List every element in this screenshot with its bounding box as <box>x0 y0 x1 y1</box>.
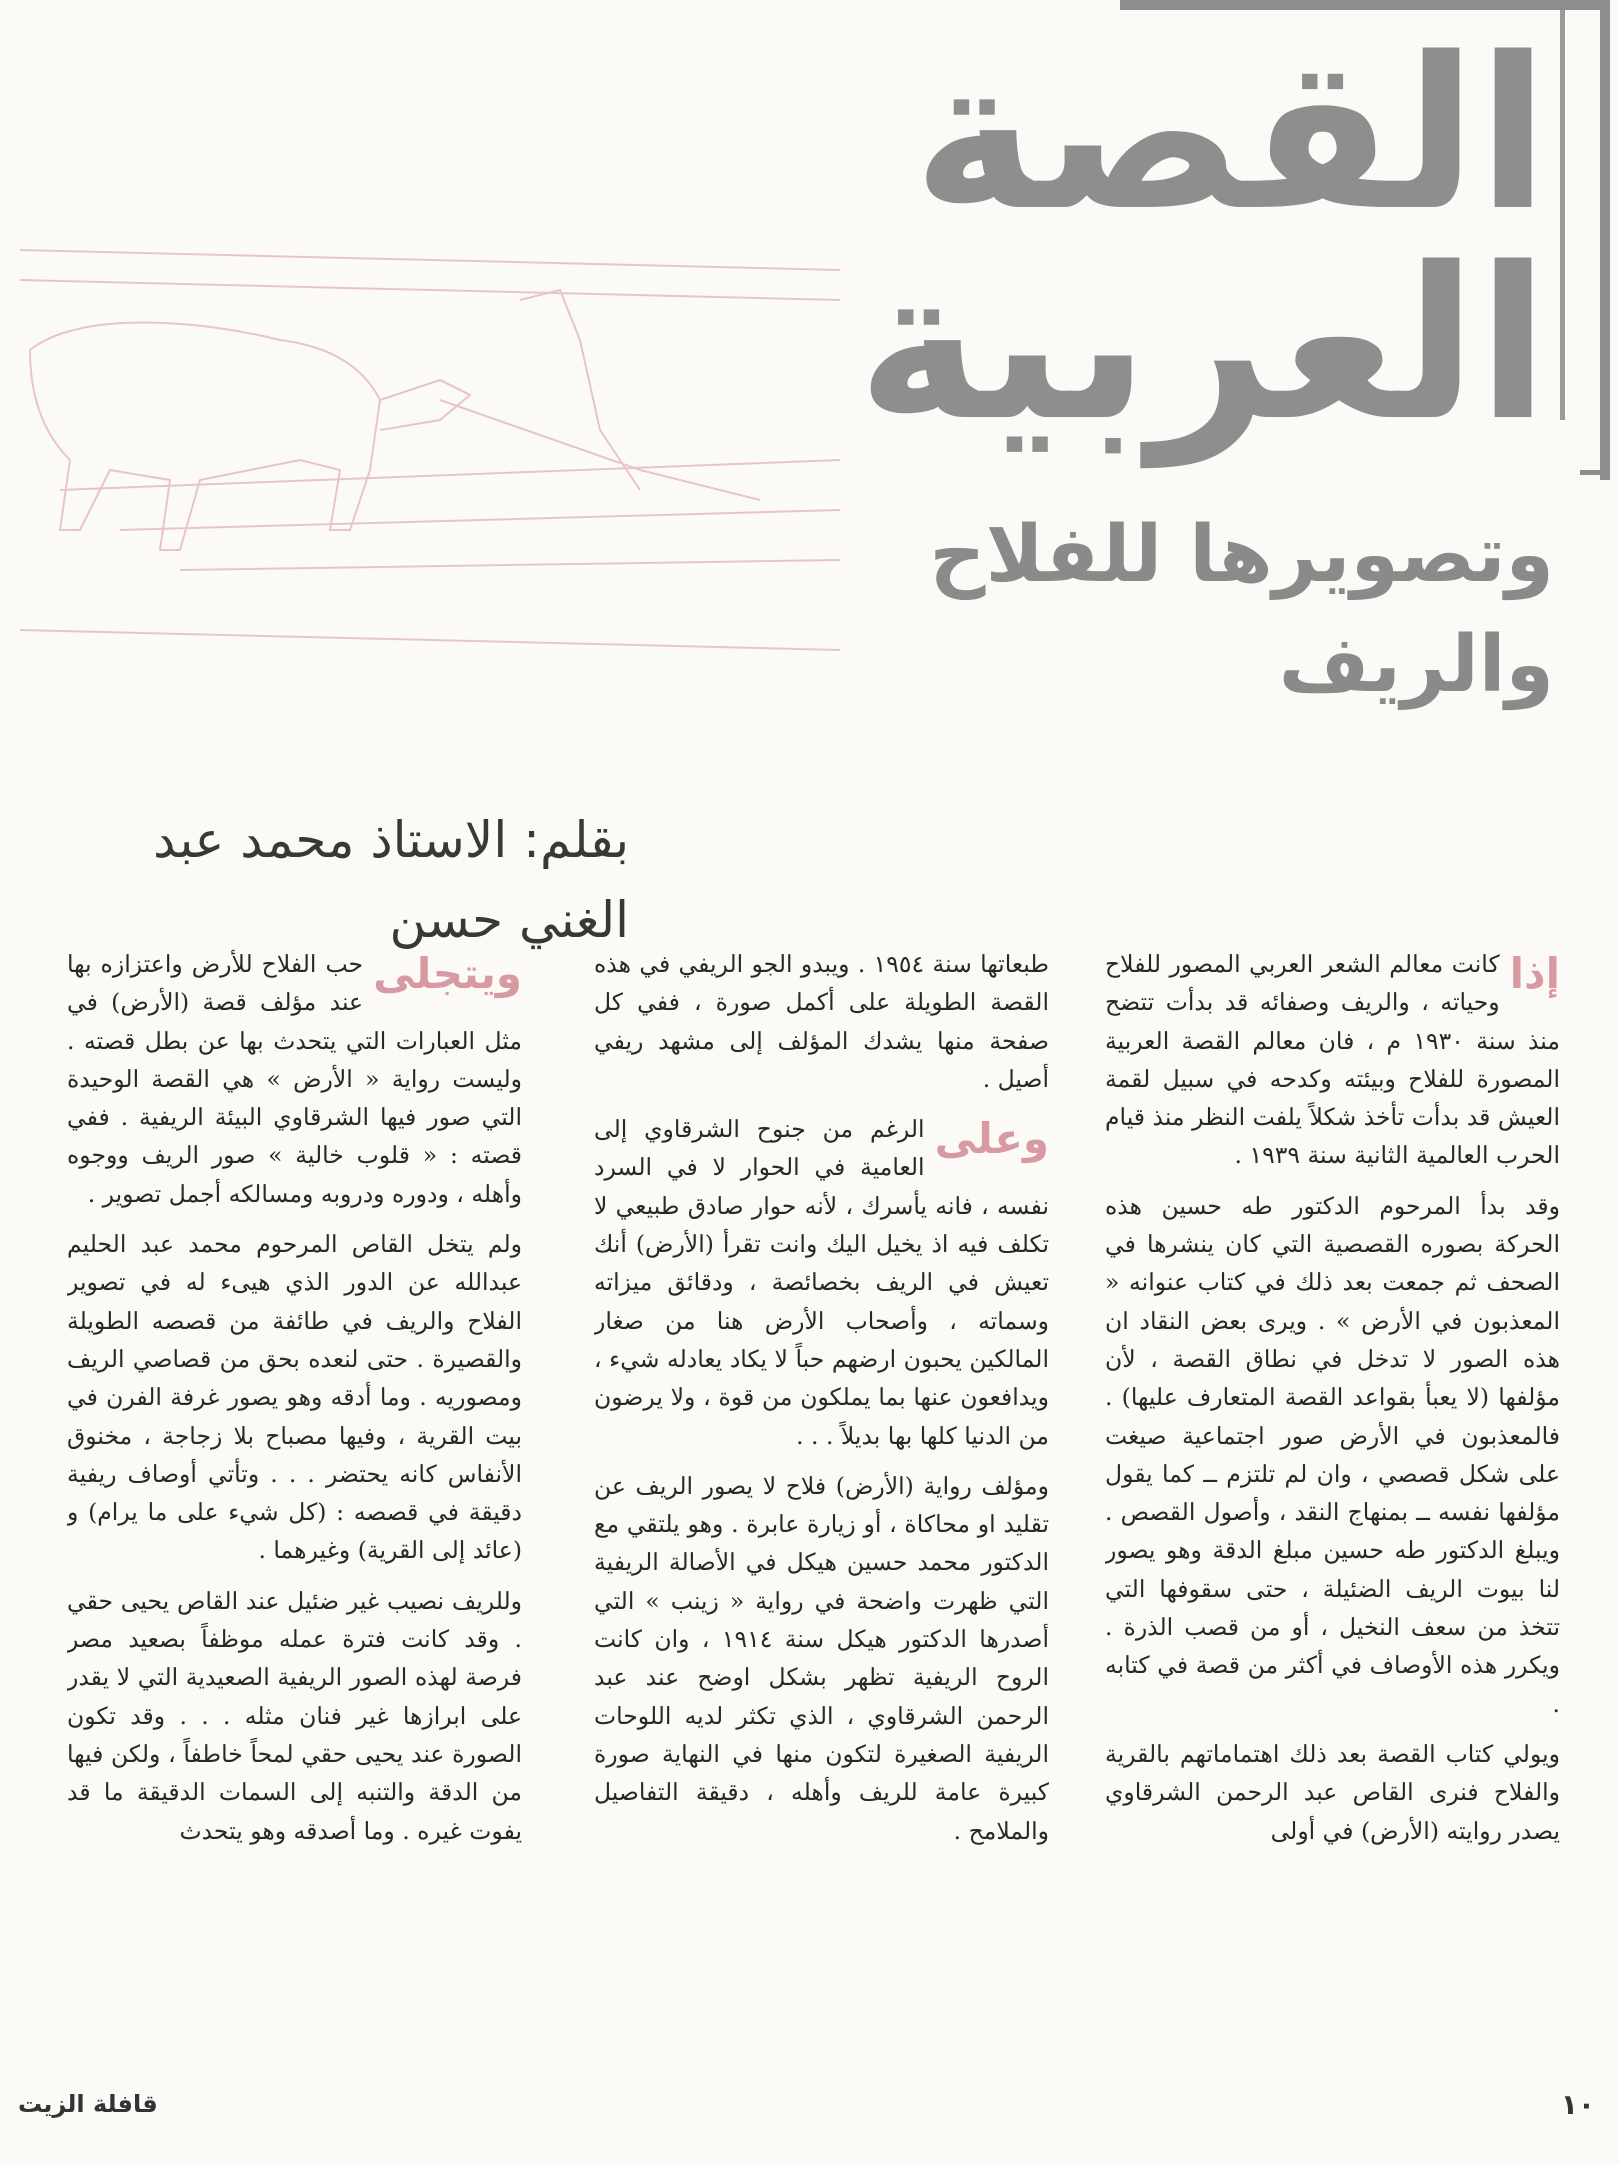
paragraph: ومؤلف رواية (الأرض) فلاح لا يصور الريف عن تقليد او محاكاة ، أو زيارة عابرة . وهو يلتقي مع الدكتور محمد حسين هيكل في الأصالة الريفية التي ظهرت واضحة في رواية « زينب » التي أصدرها الدكتور هيكل سنة ١٩١٤ ، وان كانت الروح الريفية تظهر بشكل اوضح عند عبد الرحمن الشرقاوي ، الذي تكثر لديه اللوحات الريفية الصغيرة لتكون منها في النهاية صورة كبيرة عامة للريف وأهله ، دقيقة التفاصيل والملامح . <box>594 1471 1049 1845</box>
paragraph: الرغم من جنوح الشرقاوي إلى العامية في الحوار لا في السرد نفسه ، فانه يأسرك ، لأنه حوار صادق طبيعي لا تكلف فيه اذ يخيل اليك وانت تقرأ (الأرض) أنك تعيش في الريف بخصائصة ، ودقائق ميزاته وسماته ، وأصحاب الأرض هنا من صغار المالكين يحبون ارضهم حباً لا يكاد يعادله شيء ، ويدافعون عنها بما يملكون من قوة ، ولا يرضون من الدنيا كلها بها بديلاً . . . <box>594 1115 1049 1450</box>
article-subtitle: وتصويرها للفلاح والريف <box>929 510 1554 710</box>
text-column-1 <box>1105 945 1560 1985</box>
frame-top-rule <box>1120 0 1610 10</box>
dropcap: وعلى <box>934 1114 1049 1164</box>
frame-inner-rule <box>1560 10 1565 420</box>
paragraph: حب الفلاح للأرض واعتزازه بها عند مؤلف قصة (الأرض) في مثل العبارات التي يتحدث بها عن بطل قصته . وليست رواية « الأرض » هي القصة الوحيدة التي صور فيها الشرقاوي البيئة الريفية . ففي قصته : « قلوب خالية » صور الريف ووجوه وأهله ، ودوره ودروبه ومسالكه أجمل تصوير . <box>67 950 522 1208</box>
author-byline: بقلم: الاستاذ محمد عبد الغني حسن <box>153 811 629 949</box>
text-column-3 <box>67 945 522 1985</box>
article-title: القصة العربية <box>857 12 1549 467</box>
paragraph: وقد بدأ المرحوم الدكتور طه حسين هذه الحركة بصوره القصصية التي كان ينشرها في الصحف ثم جمعت بعد ذلك في كتاب عنوانه « المعذبون في الأرض » . ويرى بعض النقاد ان هذه الصور لا تدخل في نطاق القصة ، لأن مؤلفها (لا يعبأ بقواعد القصة المتعارف عليها) . فالمعذبون في الأرض صور اجتماعية صيغت على شكل قصصي ، وان لم تلتزم ــ كما يقول مؤلفها نفسه ــ بمنهاج النقد ، وأصول القصص . ويبلغ الدكتور طه حسين مبلغ الدقة وهو يصور لنا بيوت الريف الضئيلة ، حتى سقوفها التي تتخذ من سعف النخيل ، أو من قصب الذرة . ويكرر هذه الأوصاف في أكثر من قصة في كتابه . <box>1105 1191 1560 1718</box>
frame-right-rule <box>1600 0 1610 480</box>
paragraph: طبعاتها سنة ١٩٥٤ . ويبدو الجو الريفي في هذه القصة الطويلة على أكمل صورة ، ففي كل صفحة منها يشدك المؤلف إلى مشهد ريفي أصيل . <box>594 950 1049 1093</box>
dropcap: ويتجلى <box>373 949 522 998</box>
paragraph: ويولي كتاب القصة بعد ذلك اهتماماتهم بالقرية والفلاح فنرى القاص عبد الرحمن الشرقاوي يصدر روايته (الأرض) في أولى <box>1105 1739 1560 1845</box>
frame-corner-tick <box>1580 470 1602 475</box>
paragraph: وللريف نصيب غير ضئيل عند القاص يحيى حقي . وقد كانت فترة عمله موظفاً بصعيد مصر فرصة لهذه الصور الريفية الصعيدية التي لا يقدر على ابرازها غير فنان مثله . . . وقد تكون الصورة عند يحيى حقي لمحاً خاطفاً ، ولكن فيها من الدقة والتنبه إلى السمات الدقيقة ما قد يفوت غيره . وما أصدقه وهو يتحدث <box>67 1586 522 1845</box>
magazine-name: قافلة الزيت <box>18 2090 158 2118</box>
dropcap: إذا <box>1509 949 1560 998</box>
paragraph: كانت معالم الشعر العربي المصور للفلاح وحياته ، والريف وصفائه قد بدأت تتضح منذ سنة ١٩٣٠ م ، فان معالم القصة العربية المصورة للفلاح وبيئته وكدحه في سبيل لقمة العيش قد بدأت تأخذ شكلاً يلفت النظر منذ قيام الحرب العالمية الثانية سنة ١٩٣٩ . <box>1105 950 1560 1170</box>
paragraph: ولم يتخل القاص المرحوم محمد عبد الحليم عبدالله عن الدور الذي هيىء له في تصوير الفلاح والريف في طائفة من قصصه الطويلة والقصيرة . حتى لنعده بحق من قصاصي الريف ومصوريه . وما أدقه وهو يصور غرفة الفرن في بيت القرية ، وفيها مصباح بلا زجاجة ، مخنوق الأنفاس كانه يحتضر . . . وتأتي أوصاف ريفية دقيقة في قصصه : (كل شيء على ما يرام) و (عائد إلى القرية) وغيرهما . <box>67 1230 522 1565</box>
text-column-2 <box>594 945 1049 1985</box>
page-number: ١٠ <box>1560 2088 1595 2121</box>
